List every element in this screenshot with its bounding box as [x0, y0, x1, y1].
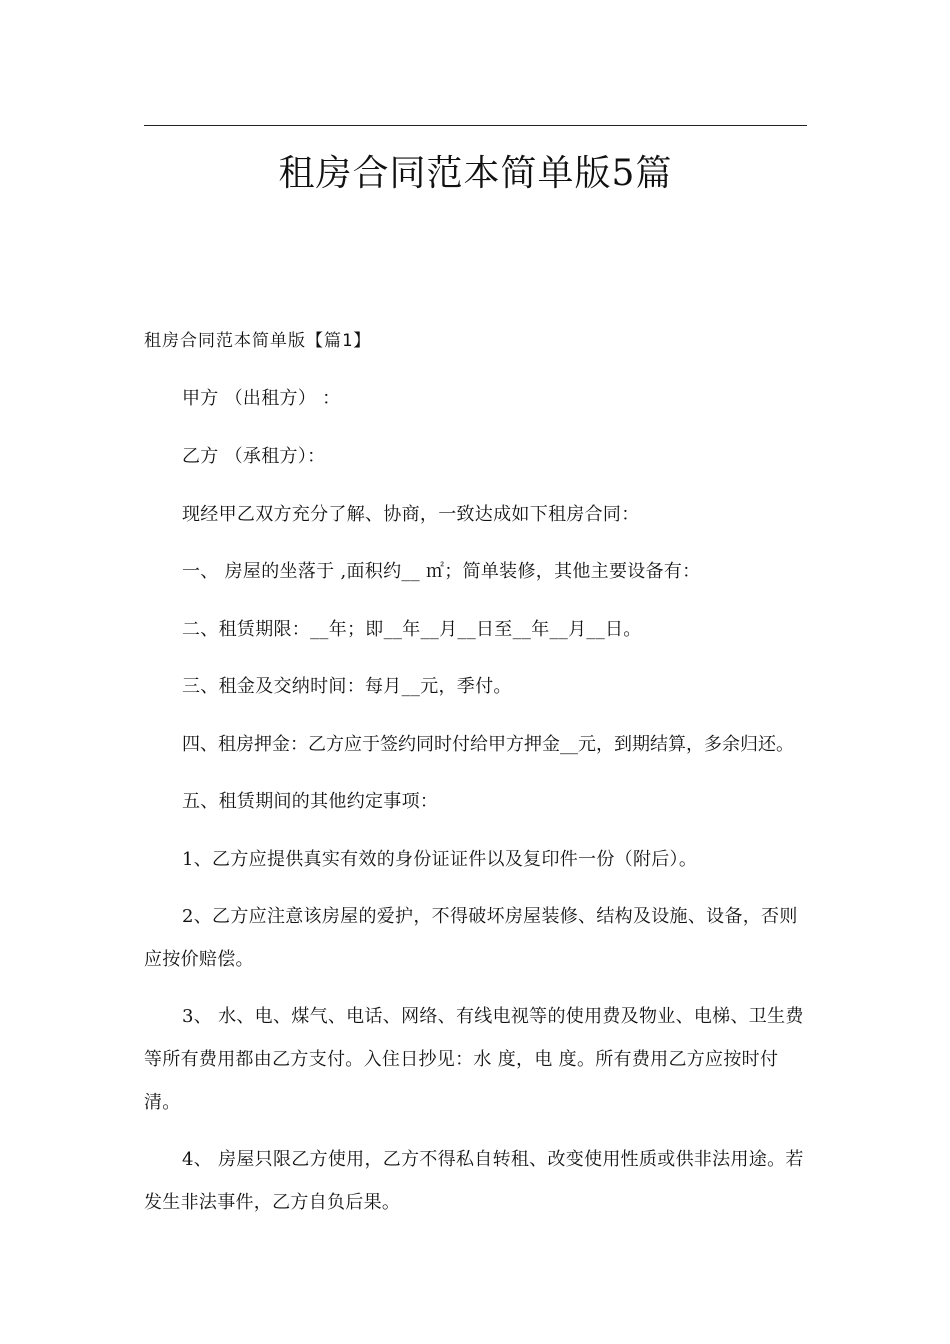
document-title: 租房合同范本简单版5篇	[278, 153, 673, 194]
clause-3-rent: 三、租金及交纳时间：每月__元，季付。	[182, 676, 512, 697]
item-1-id: 1、乙方应提供真实有效的身份证证件以及复印件一份（附后）。	[182, 849, 698, 870]
top-divider-line	[144, 125, 807, 126]
agreement-intro: 现经甲乙双方充分了解、协商，一致达成如下租房合同：	[182, 504, 640, 525]
party-b-line: 乙方 （承租方）：	[182, 446, 326, 467]
clause-5-other: 五、租赁期间的其他约定事项：	[182, 791, 439, 812]
clause-1-location: 一、 房屋的坐落于 ,面积约__ ㎡；简单装修，其他主要设备有：	[182, 561, 701, 582]
clause-4-deposit: 四、租房押金：乙方应于签约同时付给甲方押金__元，到期结算，多余归还。	[182, 734, 794, 755]
item-2-care: 2、乙方应注意该房屋的爱护，不得破坏房屋装修、结构及设施、设备，否则应按价赔偿。	[144, 906, 798, 970]
item-4-usage: 4、 房屋只限乙方使用，乙方不得私自转租、改变使用性质或供非法用途。若发生非法事件，乙方自负后果。	[144, 1149, 804, 1213]
item-3-utilities: 3、 水、电、煤气、电话、网络、有线电视等的使用费及物业、电梯、卫生费等所有费用都由乙方支付。入住日抄见：水 度，电 度。所有费用乙方应按时付清。	[144, 1006, 804, 1113]
party-a-line: 甲方 （出租方） ：	[182, 388, 341, 409]
section-heading: 租房合同范本简单版【篇1】	[144, 331, 372, 351]
clause-2-term: 二、租赁期限：__年；即__年__月__日至__年__月__日。	[182, 619, 642, 640]
